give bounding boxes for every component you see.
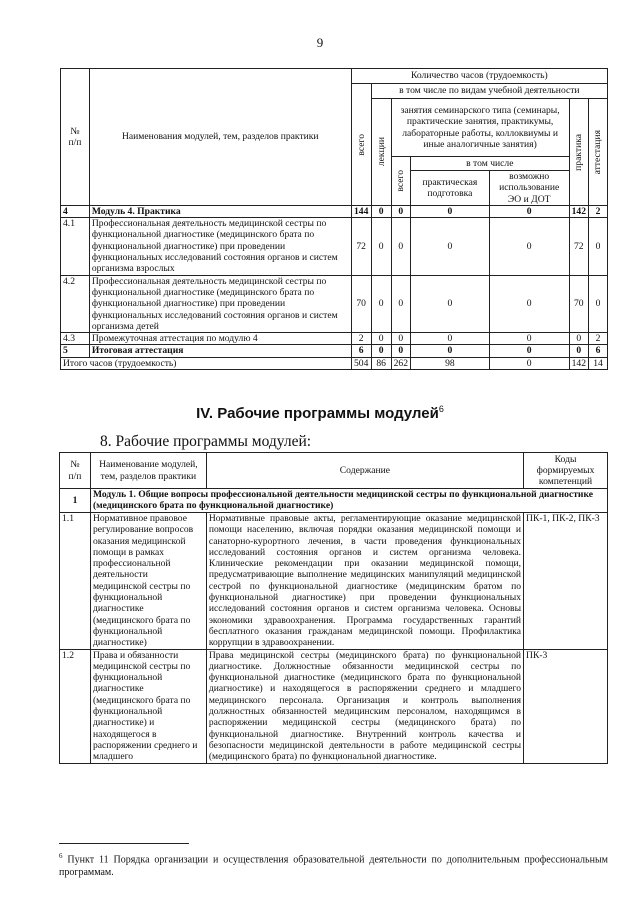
table-row <box>61 275 608 332</box>
header-total: всего <box>351 84 371 206</box>
row-content: Нормативные правовые акты, регламентирующие оказание медицинской помощи населению, включая порядки оказания медицинской помощи и санаторно-курортного лечения, в части проведения функциональных исследований состояния органов и систем организма человека. Клинические рекомендации при оказании медицинской помощи, предусматривающие выполнение медицинских манипуляций медицинской сестрой по функциональной диагностике (медицинским братом по функциональной диагностике) при проведении функциональных исследований состояния органов и систем организма человека. Основы экономики здравоохранения. Программа государственных гарантий бесплатного оказания гражданам медицинской помощи. Профилактика коррупции в здравоохранении. <box>206 513 523 650</box>
row-num: 1.1 <box>60 513 91 650</box>
footnote-text: Пункт 11 Порядка организации и осуществления образовательной деятельности по дополнительным профессиональным программам. <box>59 854 608 879</box>
row-name: Нормативное правовое регулирование вопросов оказания медицинской помощи в рамках профессиональной деятельности медицинской сестры по функциональной диагностике (медицинского брата по функциональной диагностике) <box>90 513 206 650</box>
module-num: 1 <box>60 489 91 513</box>
row-att: 2 <box>588 205 607 217</box>
header-attestation: аттестация <box>588 99 607 206</box>
total-dist: 0 <box>489 357 569 369</box>
row-dist: 0 <box>489 333 569 345</box>
header-codes: Коды формируемых компетенций <box>524 453 608 489</box>
header-incl: в том числе <box>411 157 570 171</box>
header-hours-total: Количество часов (трудоемкость) <box>351 69 607 84</box>
row-total: 2 <box>351 333 371 345</box>
row-dist: 0 <box>489 345 569 357</box>
header-seminar-total: всего <box>391 157 410 206</box>
row-name: Модуль 4. Практика <box>89 205 351 217</box>
total-row <box>61 357 608 369</box>
row-num: 1.2 <box>60 649 91 763</box>
hours-table <box>60 68 608 370</box>
header-practical-prep: практическая подготовка <box>411 171 490 206</box>
row-att: 0 <box>588 275 607 332</box>
row-prep: 0 <box>411 345 490 357</box>
header-name: Наименования модулей, тем, разделов практики <box>89 69 351 206</box>
total-lec: 86 <box>371 357 391 369</box>
total-prep: 98 <box>411 357 490 369</box>
footnote-mark: 6 <box>438 404 444 414</box>
row-dist: 0 <box>489 275 569 332</box>
total-total: 504 <box>351 357 371 369</box>
row-total: 72 <box>351 218 371 275</box>
total-prac: 142 <box>569 357 588 369</box>
row-prac: 0 <box>569 333 588 345</box>
row-prac: 70 <box>569 275 588 332</box>
row-name: Права и обязанности медицинской сестры по функциональной диагностике (медицинского брата по функциональной диагностике) и находящегося в распоряжении среднего и младшего <box>90 649 206 763</box>
row-sem: 0 <box>391 218 410 275</box>
total-label: Итого часов (трудоемкость) <box>61 357 352 369</box>
row-lec: 0 <box>371 345 391 357</box>
module-title: Модуль 1. Общие вопросы профессиональной деятельности медицинской сестры по функциональной диагностике (медицинского брата по функциональной диагностике) <box>90 489 607 513</box>
header-distance: возможно использование ЭО и ДОТ <box>489 171 569 206</box>
row-lec: 0 <box>371 275 391 332</box>
header-lectures: лекции <box>371 99 391 206</box>
row-prac: 72 <box>569 218 588 275</box>
row-codes: ПК-1, ПК-2, ПК-3 <box>524 513 608 650</box>
row-dist: 0 <box>489 218 569 275</box>
row-sem: 0 <box>391 345 410 357</box>
row-prep: 0 <box>411 218 490 275</box>
row-total: 6 <box>351 345 371 357</box>
section-title: IV. Рабочие программы модулей$^6$ <box>196 404 444 422</box>
row-prac: 0 <box>569 345 588 357</box>
row-sem: 0 <box>391 333 410 345</box>
table-row <box>61 205 608 217</box>
row-lec: 0 <box>371 205 391 217</box>
page-number: 9 <box>316 35 324 50</box>
row-att: 6 <box>588 345 607 357</box>
row-num: 5 <box>61 345 90 357</box>
row-lec: 0 <box>371 218 391 275</box>
row-att: 2 <box>588 333 607 345</box>
footnote-divider <box>59 843 189 844</box>
table-row <box>61 218 608 275</box>
header-content: Содержание <box>206 453 523 489</box>
row-att: 0 <box>588 218 607 275</box>
row-name: Промежуточная аттестация по модулю 4 <box>89 333 351 345</box>
row-num: 4 <box>61 205 90 217</box>
row-sem: 0 <box>391 205 410 217</box>
row-sem: 0 <box>391 275 410 332</box>
row-num: 4.2 <box>61 275 90 332</box>
modules-table <box>59 452 608 764</box>
row-lec: 0 <box>371 333 391 345</box>
footnote <box>59 850 608 879</box>
header-num: № п/п <box>61 69 90 206</box>
footnote-mark: 6 <box>59 852 63 860</box>
total-sem: 262 <box>391 357 410 369</box>
header-num: № п/п <box>60 453 91 489</box>
row-prep: 0 <box>411 275 490 332</box>
row-total: 144 <box>351 205 371 217</box>
subsection-title: 8. Рабочие программы модулей: <box>100 433 312 450</box>
row-name: Итоговая аттестация <box>89 345 351 357</box>
row-prac: 142 <box>569 205 588 217</box>
table-row <box>60 649 608 763</box>
row-dist: 0 <box>489 205 569 217</box>
table-row <box>60 513 608 650</box>
header-practice: практика <box>569 99 588 206</box>
total-att: 14 <box>588 357 607 369</box>
row-name: Профессиональная деятельность медицинской сестры по функциональной диагностике (медицинского брата по функциональной диагностике) при проведении функциональных исследований состояния органов и систем организма взрослых <box>89 218 351 275</box>
header-seminar: занятия семинарского типа (семинары, практические занятия, практикумы, лабораторные работы, коллоквиумы и иные аналогичные занятия) <box>391 99 569 157</box>
header-by-type: в том числе по видам учебной деятельности <box>371 84 607 99</box>
row-prep: 0 <box>411 205 490 217</box>
row-num: 4.3 <box>61 333 90 345</box>
row-content: Права медицинской сестры (медицинского брата) по функциональной диагностике. Должностные обязанности медицинской сестры по функциональной диагностике (медицинского брата по функциональной диагностике) и находящегося в распоряжении среднего и младшего медицинского персонала. Организация и контроль выполнения должностных обязанностей медицинским персоналом, находящимся в распоряжении медицинской сестры (медицинского брата) по функциональной диагностике. Внутренний контроль качества и безопасности медицинской деятельности в работе медицинской сестры (медицинского брата) по функциональной диагностике. <box>206 649 523 763</box>
row-num: 4.1 <box>61 218 90 275</box>
row-total: 70 <box>351 275 371 332</box>
row-prep: 0 <box>411 333 490 345</box>
row-name: Профессиональная деятельность медицинской сестры по функциональной диагностике (медицинского брата по функциональной диагностике) при проведении функциональных исследований состояния органов и систем организма детей <box>89 275 351 332</box>
row-codes: ПК-3 <box>524 649 608 763</box>
header-name: Наименование модулей, тем, разделов практики <box>90 453 206 489</box>
table-row <box>61 345 608 357</box>
table-row <box>61 333 608 345</box>
